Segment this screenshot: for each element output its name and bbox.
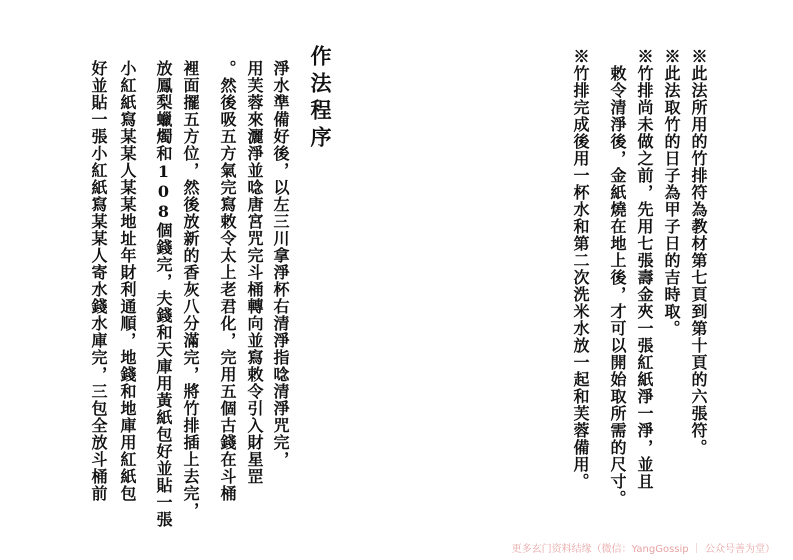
footer-watermark: 更多玄门资料结缘（微信：YangGossip ｜ 公众号善为堂）	[511, 544, 775, 555]
procedure-line-7: 好並貼一張小紅紙寫某某人寄水錢水庫完，三包全放斗桶前	[89, 60, 108, 502]
note-line-4: 敕令清淨後，金紙燒在地上後，才可以開始取所需的尺寸。	[608, 65, 627, 507]
note-line-2: ※此法取竹的日子為甲子日的吉時取。	[662, 48, 681, 337]
procedure-title: 作法程序	[308, 45, 333, 153]
note-line-5: ※竹排完成後用一杯水和第二次洗米水放一起和芙蓉備用。	[571, 48, 590, 490]
procedure-line-2: 用芙蓉來灑淨並唸唐宮咒完斗桶轉向並寫敕令引入財星罡	[245, 60, 264, 485]
procedure-line-1: 淨水準備好後，以左三川拿淨杯右清淨指唸清淨咒完，	[271, 60, 290, 468]
note-line-1: ※此法所用的竹排符為教材第七頁到第十頁的六張符。	[689, 48, 708, 456]
procedure-line-3: 。然後吸五方氣完寫敕令太上老君化，完用五個古錢在斗桶	[218, 60, 237, 502]
note-line-3: ※竹排尚未做之前，先用七張壽金夾一張紅紙淨一淨，並且	[635, 48, 654, 490]
procedure-line-4: 裡面擺五方位，然後放新的香灰八分滿完，將竹排插上去完，	[181, 60, 200, 519]
procedure-line-6: 小紅紙寫某某人某某地址年財利通順，地錢和地庫用紅紙包	[118, 60, 137, 502]
procedure-line-5: 放鳳梨蠟燭和108個錢完，夫錢和天庫用黃紙包好並貼一張	[154, 60, 173, 528]
